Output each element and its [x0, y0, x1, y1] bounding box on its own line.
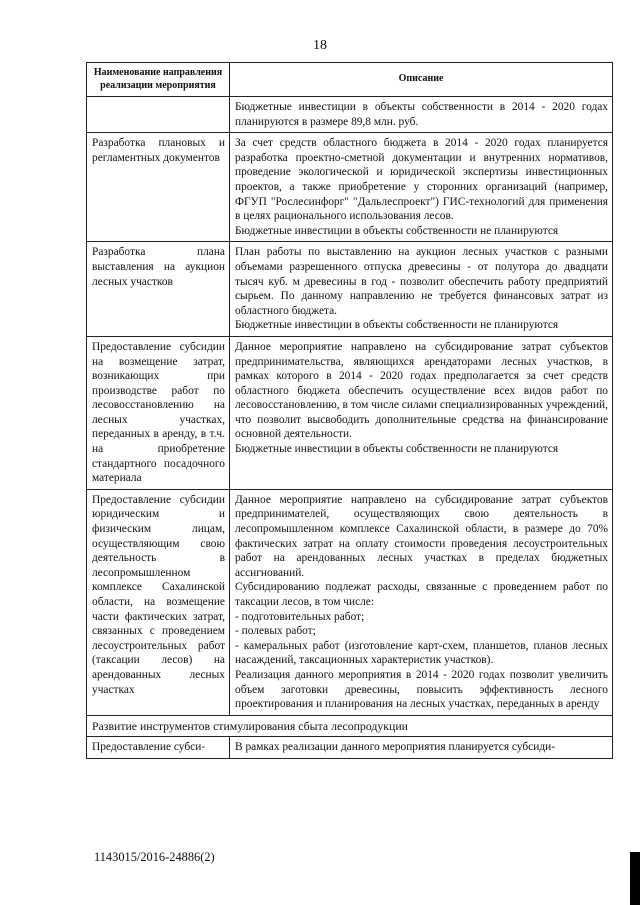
row-description: [230, 97, 613, 133]
description-paragraph: Бюджетные инвестиции в объекты собственности не планируются: [235, 224, 559, 237]
row-name: Предоставление субси-: [87, 737, 230, 759]
header-description: Описание: [230, 63, 613, 97]
row-description: [230, 242, 613, 337]
row-description: В рамках реализации данного мероприятия планируется субсиди-: [230, 737, 613, 759]
table-row: [87, 97, 613, 133]
table-row: [87, 133, 613, 242]
document-code: 1143015/2016-24886(2): [94, 850, 215, 864]
description-paragraph: За счет средств областного бюджета в 2014 - 2020 годах планируется разработка проектно-сметной документации и внутренних нормативов, проведение экологической и юридической экспертизы инвестиционных проектов, а также приобретение у сторонних организаций (например, ФГУП "Рослесинфорг" "Дальлеспроект") ГИС-технологий для применения в целях рационального использования лесов.: [235, 137, 608, 223]
table-row: [87, 489, 613, 715]
row-name: Предоставление субсидии юридическим и физическим лицам, осуществляющим свою деятельность в лесопромышленном комплексе Сахалинской области, на возмещение части фактических затрат, связанных с проведением лесоустроительных работ (таксации лесов) на арендованных лесных участках: [87, 489, 230, 715]
description-paragraph: Данное мероприятие направлено на субсидирование затрат субъектов предпринимателей, осуществляющих свою деятельность в лесопромышленном комплексе Сахалинской области, в размере до 70% фактических затрат на оплату стоимости проведения лесоустроительных работ на арендованных лесных участках в пределах бюджетных ассигнований.: [235, 493, 608, 579]
description-paragraph: Бюджетные инвестиции в объекты собственности не планируются: [235, 443, 559, 456]
section-heading-row: [87, 715, 613, 737]
description-paragraph: План работы по выставлению на аукцион лесных участков с разными объемами разрешенного отпуска древесины - от полутора до двадцати тысяч куб. м древесины в год - позволит обеспечить работу предприятий сырьем. По данному направлению не требуется финансовых затрат из областного бюджета.: [235, 246, 608, 317]
description-list-item: - подготовительных работ;: [235, 610, 365, 623]
page-number: 18: [313, 38, 327, 53]
description-paragraph: Бюджетные инвестиции в объекты собственности в 2014 - 2020 годах планируются в размере 89,8 млн. руб.: [235, 101, 608, 128]
table-header-row: [87, 63, 613, 97]
description-paragraph: Бюджетные инвестиции в объекты собственности не планируются: [235, 319, 559, 332]
description-list-item: - камеральных работ (изготовление карт-схем, планшетов, планов лесных насаждений, таксационных характеристик участков).: [235, 639, 608, 667]
row-name: Разработка плана выставления на аукцион лесных участков: [87, 242, 230, 337]
row-description: [230, 133, 613, 242]
row-description: [230, 336, 613, 489]
row-name: [87, 97, 230, 133]
table-row: [87, 336, 613, 489]
scan-edge-mark: [630, 852, 640, 905]
measures-table: [86, 62, 613, 759]
section-heading: Развитие инструментов стимулирования сбыта лесопродукции: [87, 715, 613, 737]
description-list-item: - полевых работ;: [235, 625, 316, 638]
description-paragraph: Реализация данного мероприятия в 2014 - 2020 годах позволит увеличить объем заготовки древесины, повысить эффективность лесного проектирования и планирования на лесных участках, переданных в аренду: [235, 668, 608, 711]
header-direction: Наименование направления реализации мероприятия: [87, 63, 230, 97]
table-row: [87, 737, 613, 759]
row-description: [230, 489, 613, 715]
row-name: Разработка плановых и регламентных документов: [87, 133, 230, 242]
table-row: [87, 242, 613, 337]
description-paragraph: Данное мероприятие направлено на субсидирование затрат субъектов предпринимательства, являющихся арендаторами лесных участков, в рамках которого в 2014 - 2020 годах предполагается за счет средств областного бюджета обеспечить осуществление всех видов работ по лесовосстановлению, в том числе силами специализированных учреждений, что позволит высвободить дополнительные средства на финансирование основной деятельности.: [235, 340, 608, 441]
description-paragraph: Субсидированию подлежат расходы, связанные с проведением работ по таксации лесов, в том числе:: [235, 581, 608, 608]
row-name: Предоставление субсидии на возмещение затрат, возникающих при производстве работ по лесовосстановлению на лесных участках, переданных в аренду, в т.ч. на приобретение стандартного посадочного материала: [87, 336, 230, 489]
